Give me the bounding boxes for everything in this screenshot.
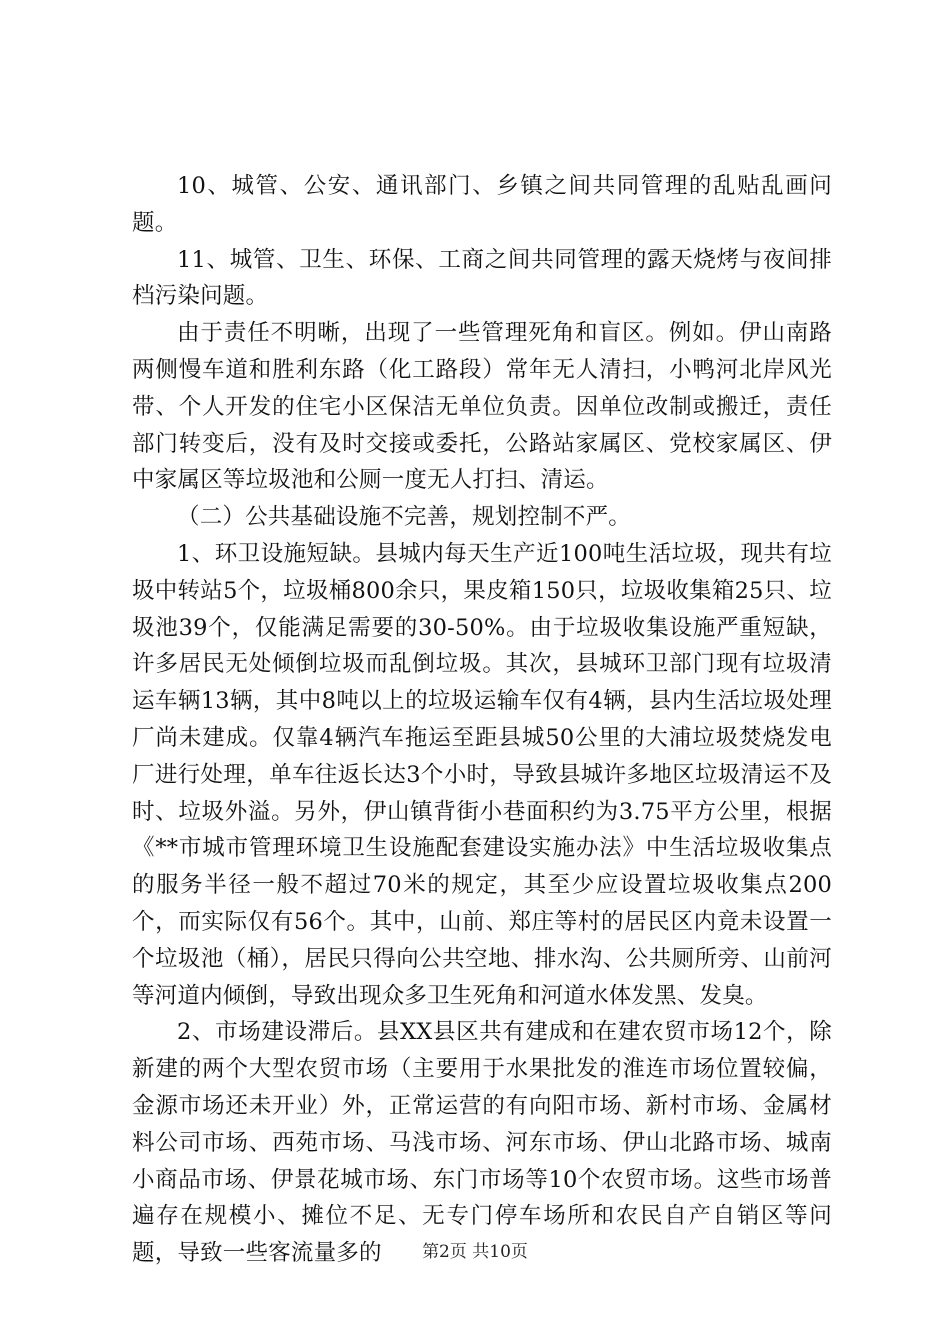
paragraph-item-10: 10、城管、公安、通讯部门、乡镇之间共同管理的乱贴乱画问题。 [132,173,832,236]
paragraph-sanitation-facilities: 1、环卫设施短缺。县城内每天生产近100吨生活垃圾，现共有垃圾中转站5个，垃圾桶800余只，果皮箱150只，垃圾收集箱25只、垃圾池39个，仅能满足需要的30-50%。由于垃圾收集设施严重短缺，许多居民无处倾倒垃圾而乱倒垃圾。其次，县城环卫部门现有垃圾清运车辆13辆，其中8吨以上的垃圾运输车仅有4辆，县内生活垃圾处理厂尚未建成。仅靠4辆汽车拖运至距县城50公里的大浦垃圾焚烧发电厂进行处理，单车往返长达3个小时，导致县城许多地区垃圾清运不及时、垃圾外溢。另外，伊山镇背街小巷面积约为3.75平方公里，根据《**市城市管理环境卫生设施配套建设实施办法》中生活垃圾收集点的服务半径一般不超过70米的规定，其至少应设置垃圾收集点200个，而实际仅有56个。其中，山前、郑庄等村的居民区内竟未设置一个垃圾池（桶），居民只得向公共空地、排水沟、公共厕所旁、山前河等河道内倾倒，导致出现众多卫生死角和河道水体发黑、发臭。 [132,540,832,1009]
paragraph-responsibility: 由于责任不明晰，出现了一些管理死角和盲区。例如。伊山南路两侧慢车道和胜利东路（化工路段）常年无人清扫，小鸭河北岸风光带、个人开发的住宅小区保洁无单位负责。因单位改制或搬迁，责任部门转变后，没有及时交接或委托，公路站家属区、党校家属区、伊中家属区等垃圾池和公厕一度无人打扫、清运。 [132,320,832,494]
document-body [132,168,832,1272]
paragraph-item-11: 11、城管、卫生、环保、工商之间共同管理的露天烧烤与夜间排档污染问题。 [132,246,832,310]
page-number-footer: 第2页 共10页 [422,1242,528,1262]
paragraph-market-construction: 2、市场建设滞后。县XX县区共有建成和在建农贸市场12个，除新建的两个大型农贸市场（主要用于水果批发的淮连市场位置较偏，金源市场还未开业）外，正常运营的有向阳市场、新村市场、金属材料公司市场、西苑市场、马浅市场、河东市场、伊山北路市场、城南小商品市场、伊景花城市场、东门市场等10个农贸市场。这些市场普遍存在规模小、摊位不足、无专门停车场所和农民自产自销区等问题，导致一些客流量多的 [132,1019,832,1267]
section-heading-infrastructure: （二）公共基础设施不完善，规划控制不严。 [177,504,632,531]
